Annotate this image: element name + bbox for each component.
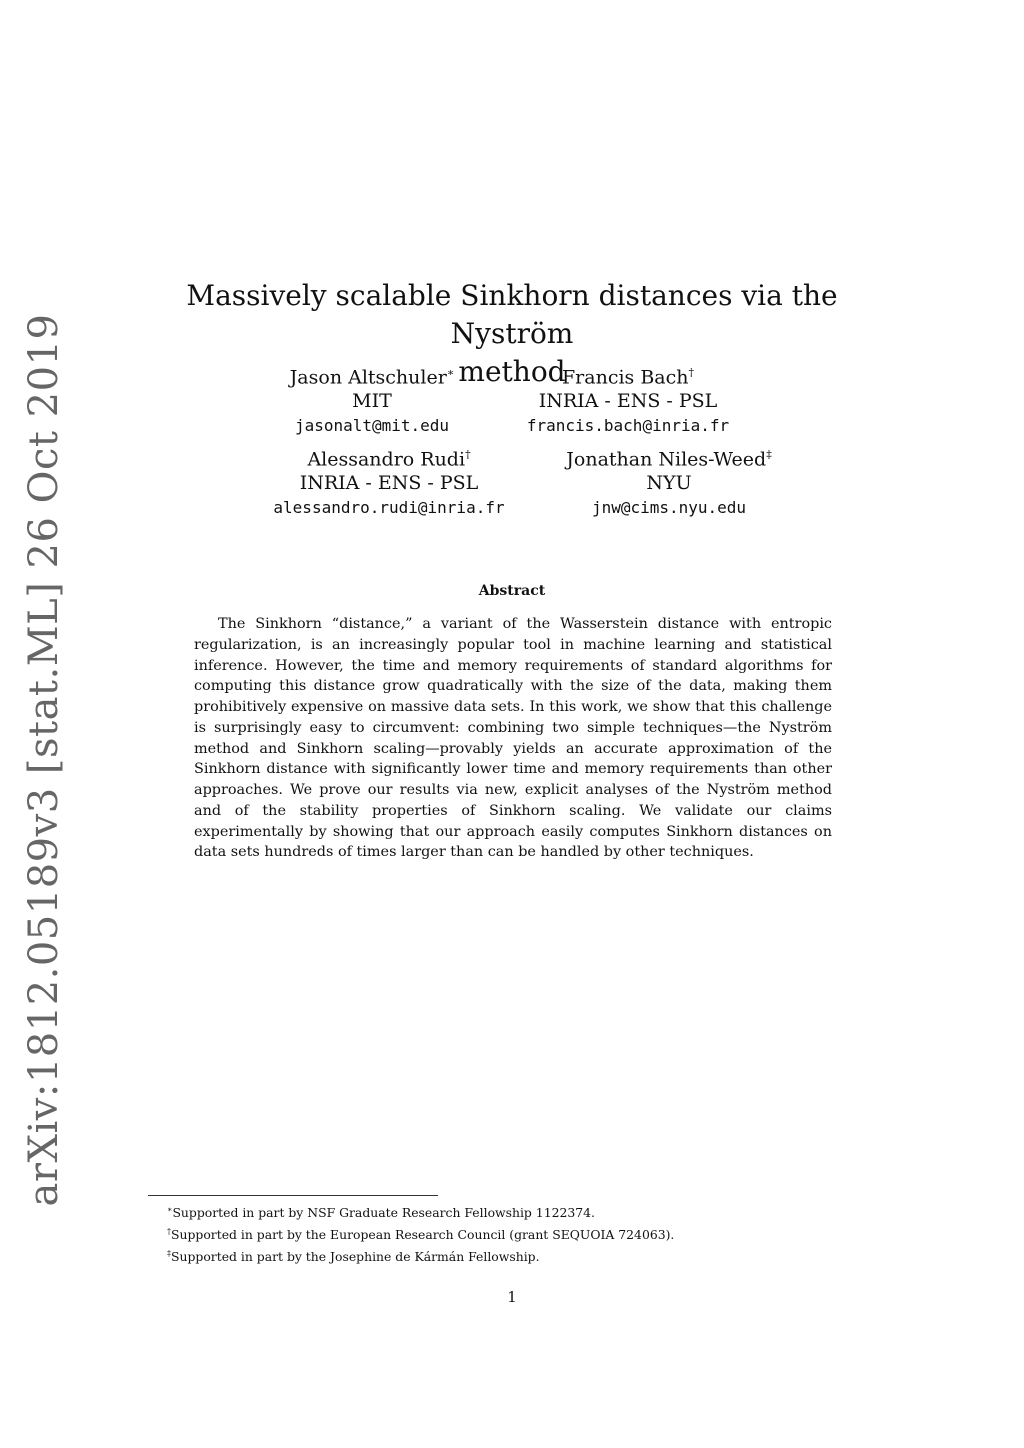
author-name: Jonathan Niles-Weed‡ <box>566 448 772 471</box>
author-name: Francis Bach† <box>561 366 694 389</box>
footnote-text: Supported in part by the Josephine de Kármán Fellowship. <box>171 1249 540 1265</box>
title-line-1: Massively scalable Sinkhorn distances via the Nyström <box>186 278 838 350</box>
author-footnote-mark: ‡ <box>766 448 772 461</box>
footnote-item <box>167 1244 887 1266</box>
author-footnote-mark: † <box>688 366 694 379</box>
author-footnote-mark: ∗ <box>446 366 455 379</box>
footnotes <box>167 1200 887 1266</box>
title-line-2: method <box>458 354 566 388</box>
author-affiliation: INRIA - ENS - PSL <box>538 390 718 413</box>
author-email[interactable]: jnw@cims.nyu.edu <box>591 498 747 518</box>
footnote-item <box>167 1222 887 1244</box>
author-block-rudi <box>239 443 539 521</box>
abstract-text: The Sinkhorn “distance,” a variant of the Wasserstein distance with entropic regularization, is an increasingly popular tool in machine learning and statistical inference. However, the time and memory requirements of standard algorithms for computing this distance grow quadratically with the size of the data, making them prohibitively expensive on massive data sets. In this work, we show that this challenge is surprisingly easy to circumvent: combining two simple techniques—the Nyström method and Sinkhorn scaling—provably yields an accurate approximation of the Sinkhorn distance with significantly lower time and memory requirements than other approaches. We prove our results via new, explicit analyses of the Nyström method and of the stability properties of Sinkhorn scaling. We validate our claims experimentally by showing that our approach easily computes Sinkhorn distances on data sets hundreds of times larger than can be handled by other techniques. <box>194 616 832 861</box>
author-block-altschuler <box>222 361 522 439</box>
footnote-item <box>167 1200 887 1222</box>
author-footnote-mark: † <box>465 448 471 461</box>
author-affiliation: INRIA - ENS - PSL <box>299 472 479 495</box>
footnote-text: Supported in part by NSF Graduate Research Fellowship 1122374. <box>172 1205 595 1221</box>
author-email[interactable]: francis.bach@inria.fr <box>526 416 730 436</box>
author-email[interactable]: jasonalt@mit.edu <box>294 416 450 436</box>
author-email[interactable]: alessandro.rudi@inria.fr <box>273 498 505 518</box>
author-name: Alessandro Rudi† <box>307 448 471 471</box>
footnote-divider <box>148 1195 438 1196</box>
footnote-mark: † <box>167 1227 171 1237</box>
page-number: 1 <box>507 1288 517 1306</box>
footnote-mark: ‡ <box>167 1249 171 1259</box>
footnote-text: Supported in part by the European Research Council (grant SEQUOIA 724063). <box>171 1227 675 1243</box>
author-block-bach <box>478 361 778 439</box>
author-name: Jason Altschuler∗ <box>289 366 455 389</box>
author-block-niles-weed <box>519 443 819 521</box>
footnote-mark: ∗ <box>167 1205 173 1214</box>
abstract-heading: Abstract <box>478 583 546 599</box>
author-affiliation: MIT <box>352 390 392 413</box>
arxiv-identifier-stamp: arXiv:1812.05189v3 [stat.ML] 26 Oct 2019 <box>21 313 67 1207</box>
author-affiliation: NYU <box>646 472 692 495</box>
